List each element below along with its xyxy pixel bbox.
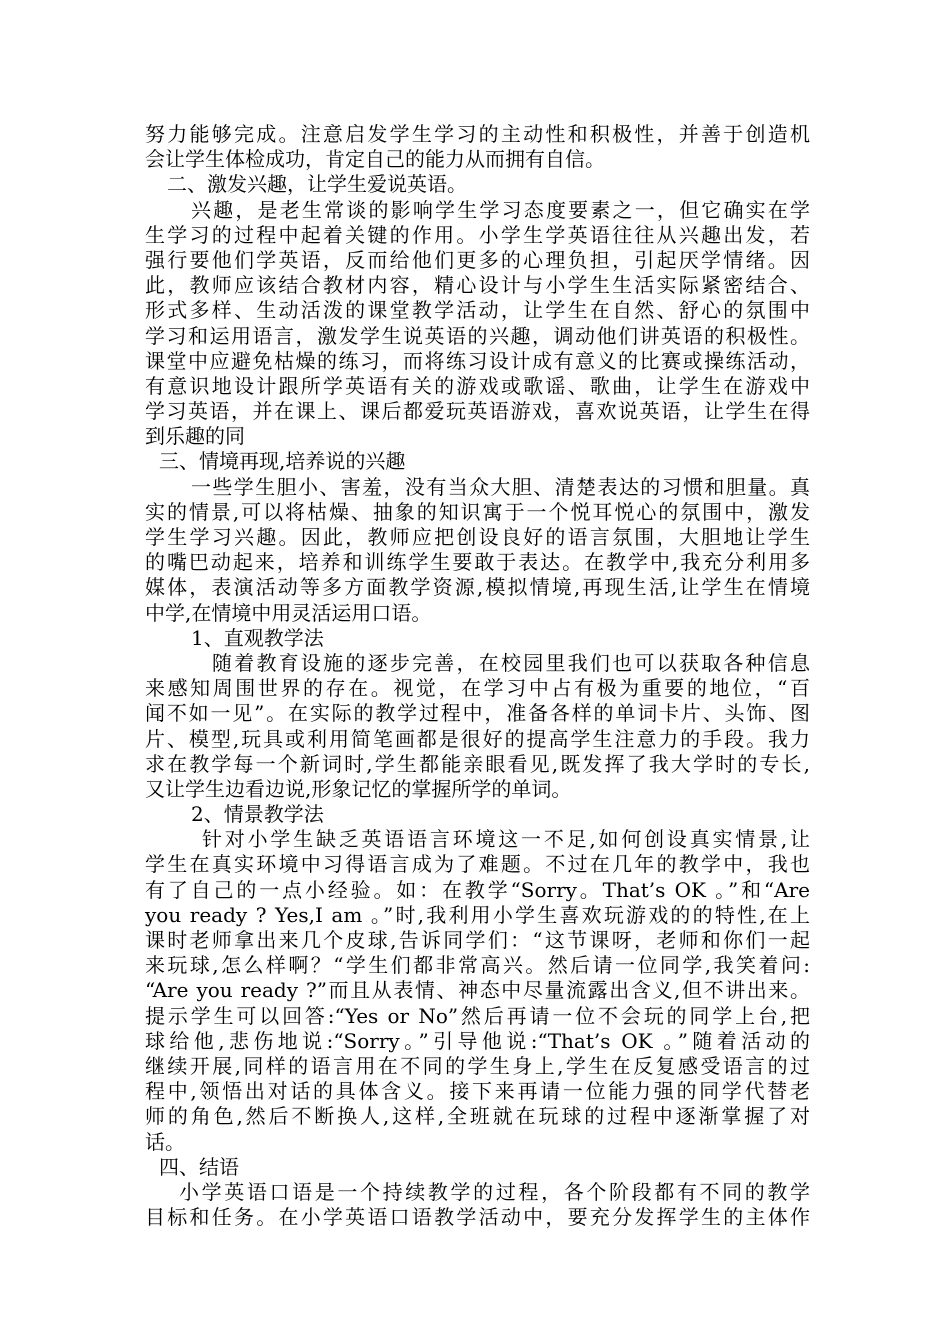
text-line: “Are you ready ?”而且从表情、神态中尽量流露出含义,但不讲出来。 [145,978,810,1003]
text-line: 闻不如一见”。在实际的教学过程中，准备各样的单词卡片、头饰、图 [145,701,810,726]
text-line: 小学英语口语是一个持续教学的过程，各个阶段都有不同的教学 [179,1179,810,1204]
text-line: 媒体，表演活动等多方面教学资源,模拟情境,再现生活,让学生在情境 [145,575,810,600]
text-line: 继续开展,同样的语言用在不同的学生身上,学生在反复感受语言的过 [145,1053,810,1078]
text-line: 有了自己的一点小经验。如：在教学“Sorry。That’s OK 。”和“Are [145,877,810,902]
text-line: 来感知周围世界的存在。视觉，在学习中占有极为重要的地位，“百 [145,676,810,701]
text-line: 兴趣，是老生常谈的影响学生学习态度要素之一，但它确实在学 [191,197,810,222]
text-line: 学习英语，并在课上、课后都爱玩英语游戏，喜欢说英语，让学生在得 [145,399,810,424]
text-line: 学生学习兴趣。因此，教师应把创设良好的语言氛围，大胆地让学生 [145,525,810,549]
text-line: 片、模型,玩具或利用简笔画都是很好的提高学生注意力的手段。我力 [145,726,810,751]
text-line: 师的角色,然后不断换人,这样,全班就在玩球的过程中逐渐掌握了对 [145,1104,810,1129]
text-line: 提示学生可以回答:“Yes or No”然后再请一位不会玩的同学上台,把 [145,1003,810,1028]
text-line: 1、直观教学法 [191,625,324,650]
text-line: 强行要他们学英语，反而给他们更多的心理负担，引起厌学情绪。因 [145,247,810,272]
text-line: 课堂中应避免枯燥的练习，而将练习设计成有意义的比赛或操练活动， [145,348,810,373]
text-line: 课时老师拿出来几个皮球,告诉同学们：“这节课呀，老师和你们一起 [145,928,810,952]
text-line: 2、情景教学法 [191,802,324,827]
document-body [145,122,810,1230]
text-line: 随着教育设施的逐步完善，在校园里我们也可以获取各种信息 [212,650,810,675]
text-line: 球给他,悲伤地说:“Sorry。”引导他说:“That’s OK 。”随着活动的 [145,1028,810,1053]
text-line: 会让学生体检成功，肯定自己的能力从而拥有自信。 [145,147,605,172]
text-line: 生学习的过程中起着关键的作用。小学生学英语往往从兴趣出发，若 [145,222,810,247]
text-line: 针对小学生缺乏英语语言环境这一不足,如何创设真实情景,让 [202,827,810,852]
text-line: 又让学生边看边说,形象记忆的掌握所学的单词。 [145,776,572,801]
text-line: 三、情境再现,培养说的兴趣 [159,449,406,474]
text-line: 四、结语 [159,1154,239,1179]
text-line: 形式多样、生动活泼的课堂教学活动，让学生在自然、舒心的氛围中 [145,298,810,323]
text-line: 二、激发兴趣，让学生爱说英语。 [167,172,467,197]
text-line: 一些学生胆小、害羞，没有当众大胆、清楚表达的习惯和胆量。真 [191,474,810,499]
text-line: 的嘴巴动起来，培养和训练学生要敢于表达。在教学中,我充分利用多 [145,550,810,575]
text-line: 有意识地设计跟所学英语有关的游戏或歌谣、歌曲，让学生在游戏中 [145,373,810,398]
text-line: 努力能够完成。注意启发学生学习的主动性和积极性，并善于创造机 [145,122,810,146]
text-line: 学生在真实环境中习得语言成为了难题。不过在几年的教学中，我也 [145,852,810,877]
text-line: 中学,在情境中用灵活运用口语。 [145,600,432,625]
text-line: 程中,领悟出对话的具体含义。接下来再请一位能力强的同学代替老 [145,1079,810,1104]
text-line: 目标和任务。在小学英语口语教学活动中，要充分发挥学生的主体作 [145,1205,810,1230]
text-line: 求在教学每一个新词时,学生都能亲眼看见,既发挥了我大学时的专长, [145,751,810,776]
text-line: 学习和运用语言，激发学生说英语的兴趣，调动他们讲英语的积极性。 [145,323,810,348]
text-line: 来玩球,怎么样啊？“学生们都非常高兴。然后请一位同学,我笑着问: [145,953,810,978]
text-line: 到乐趣的同 [145,424,245,449]
text-line: 此，教师应该结合教材内容，精心设计与小学生生活实际紧密结合、 [145,273,810,298]
text-line: you ready ? Yes,I am 。”时,我利用小学生喜欢玩游戏的的特性,在上 [145,902,810,927]
text-line: 实的情景,可以将枯燥、抽象的知识寓于一个悦耳悦心的氛围中，激发 [145,499,810,524]
text-line: 话。 [145,1129,185,1154]
